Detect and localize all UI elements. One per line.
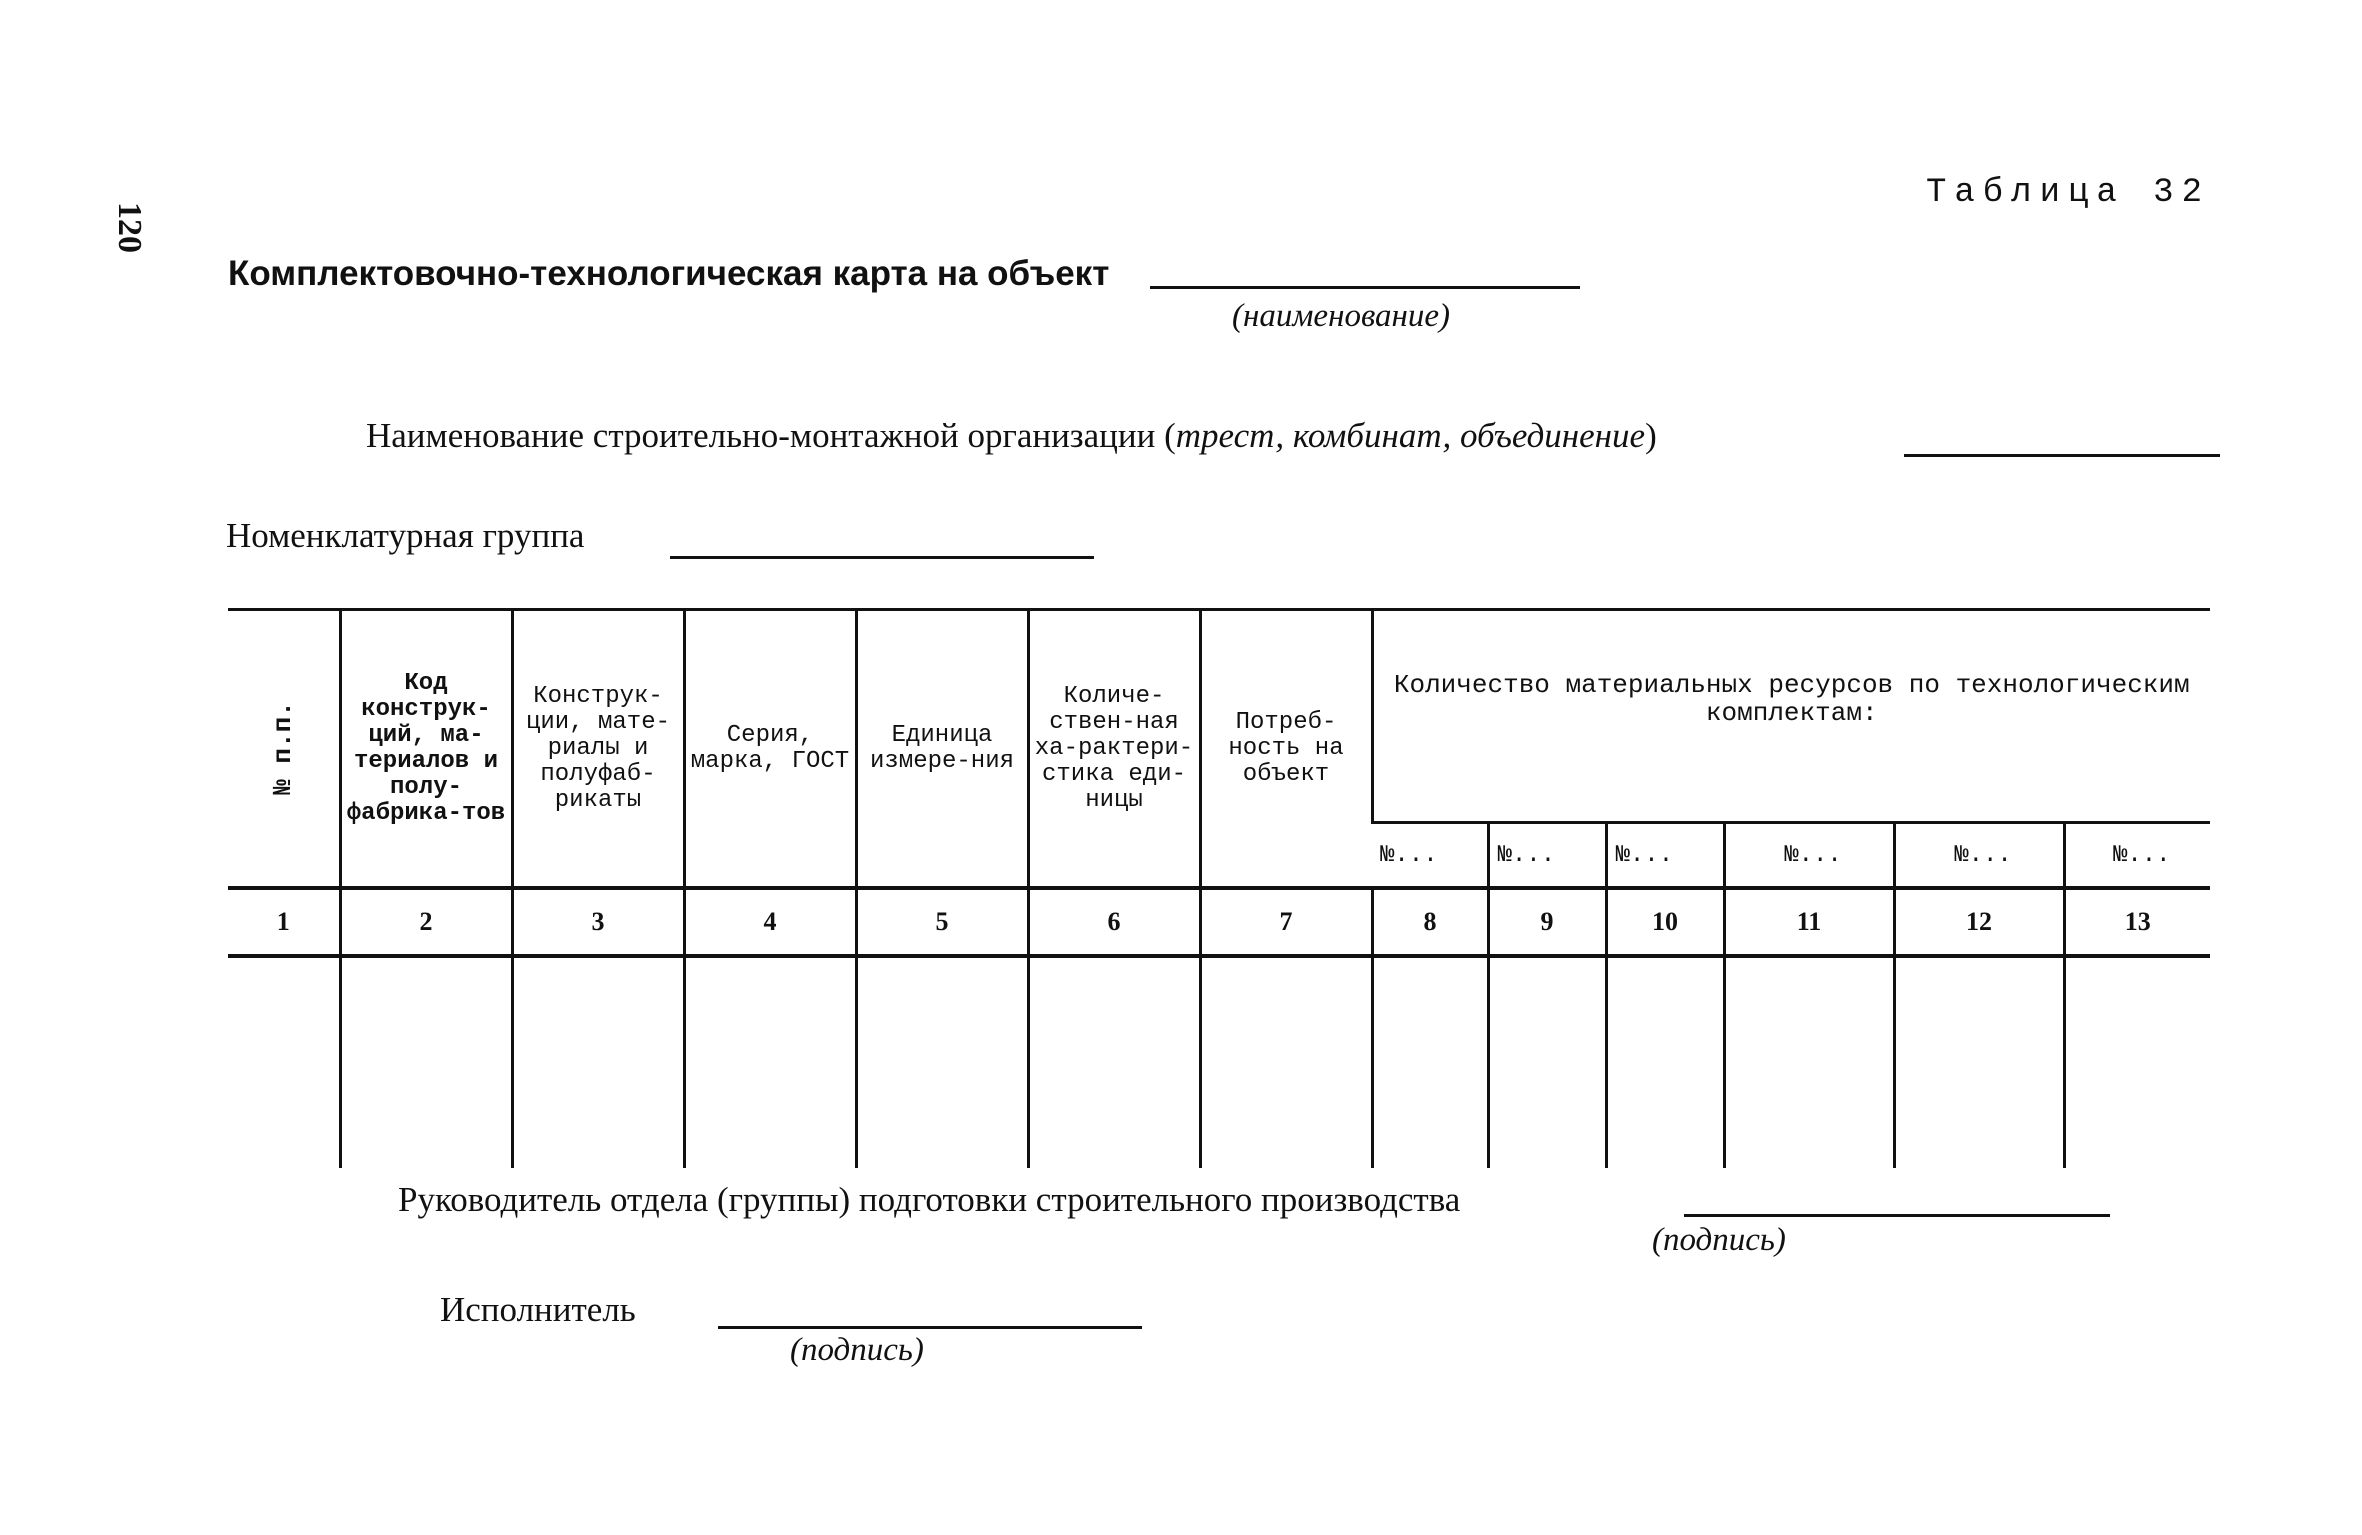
org-label-prefix: Наименование строительно-монтажной организации ( bbox=[366, 416, 1176, 455]
title-text: Комплектовочно-технологическая карта на объект bbox=[228, 254, 1110, 293]
table-row bbox=[228, 956, 2210, 1168]
empty-cell bbox=[1606, 956, 1724, 1168]
column-number: 6 bbox=[1028, 888, 1200, 956]
header-unit: Единица измере-ния bbox=[856, 610, 1028, 889]
header-constructions: Конструк-ции, мате-риалы и полуфаб-рикаты bbox=[512, 610, 684, 889]
org-label-suffix: ) bbox=[1645, 416, 1657, 455]
column-number: 12 bbox=[1894, 888, 2064, 956]
empty-cell bbox=[228, 956, 340, 1168]
empty-cell bbox=[1200, 956, 1372, 1168]
header-series: Серия, марка, ГОСТ bbox=[684, 610, 856, 889]
column-number: 8 bbox=[1372, 888, 1488, 956]
header-demand: Потреб-ность на объект bbox=[1200, 610, 1372, 889]
empty-cell bbox=[1372, 956, 1488, 1168]
table-caption: Таблица 32 bbox=[1925, 174, 2210, 212]
subheader-kit: №... bbox=[1894, 823, 2064, 889]
empty-cell bbox=[856, 956, 1028, 1168]
org-label-italic: трест, комбинат, объединение bbox=[1175, 416, 1646, 455]
nomenclature-label: Номенклатурная группа bbox=[226, 516, 585, 555]
head-signature-blank bbox=[1684, 1214, 2110, 1217]
empty-cell bbox=[340, 956, 512, 1168]
empty-cell bbox=[2064, 956, 2210, 1168]
executor-label: Исполнитель bbox=[440, 1290, 636, 1329]
empty-cell bbox=[684, 956, 856, 1168]
column-number: 3 bbox=[512, 888, 684, 956]
empty-cell bbox=[1724, 956, 1894, 1168]
header-quantity-characteristic: Количе-ствен-ная ха-рактери-стика еди-ницы bbox=[1028, 610, 1200, 889]
column-number-row bbox=[228, 888, 2210, 956]
empty-cell bbox=[1488, 956, 1606, 1168]
column-number: 5 bbox=[856, 888, 1028, 956]
subheader-kit: №... bbox=[1488, 823, 1606, 889]
subheader-kit: №... bbox=[1372, 823, 1488, 889]
column-number: 4 bbox=[684, 888, 856, 956]
column-number: 2 bbox=[340, 888, 512, 956]
column-number: 11 bbox=[1724, 888, 1894, 956]
column-number: 10 bbox=[1606, 888, 1724, 956]
executor-signature-blank bbox=[718, 1326, 1142, 1329]
subheader-kit: №... bbox=[2064, 823, 2210, 889]
organization-blank bbox=[1904, 454, 2220, 457]
empty-cell bbox=[512, 956, 684, 1168]
header-number: № п.п. bbox=[228, 610, 340, 889]
column-number: 7 bbox=[1200, 888, 1372, 956]
organization-label bbox=[366, 416, 1657, 456]
subheader-kit: №... bbox=[1724, 823, 1894, 889]
executor-signature-hint: (подпись) bbox=[790, 1332, 924, 1368]
completion-map-table bbox=[228, 608, 2210, 1168]
empty-cell bbox=[1894, 956, 2064, 1168]
head-signature-label: Руководитель отдела (группы) подготовки строительного производства bbox=[398, 1180, 1461, 1219]
header-row bbox=[228, 610, 2210, 823]
page-number: 120 bbox=[111, 202, 148, 253]
column-number: 1 bbox=[228, 888, 340, 956]
document-title bbox=[228, 254, 1109, 294]
object-name-blank bbox=[1150, 286, 1580, 289]
column-number: 13 bbox=[2064, 888, 2210, 956]
empty-cell bbox=[1028, 956, 1200, 1168]
object-name-hint: (наименование) bbox=[1232, 298, 1451, 334]
column-number: 9 bbox=[1488, 888, 1606, 956]
header-group-resources: Количество материальных ресурсов по технологическим комплектам: bbox=[1372, 610, 2210, 823]
nomenclature-blank bbox=[670, 556, 1094, 559]
subheader-kit: №... bbox=[1606, 823, 1724, 889]
head-signature-hint: (подпись) bbox=[1652, 1222, 1786, 1258]
header-code: Код конструк-ций, ма-териалов и полу-фабрика-тов bbox=[340, 610, 512, 889]
